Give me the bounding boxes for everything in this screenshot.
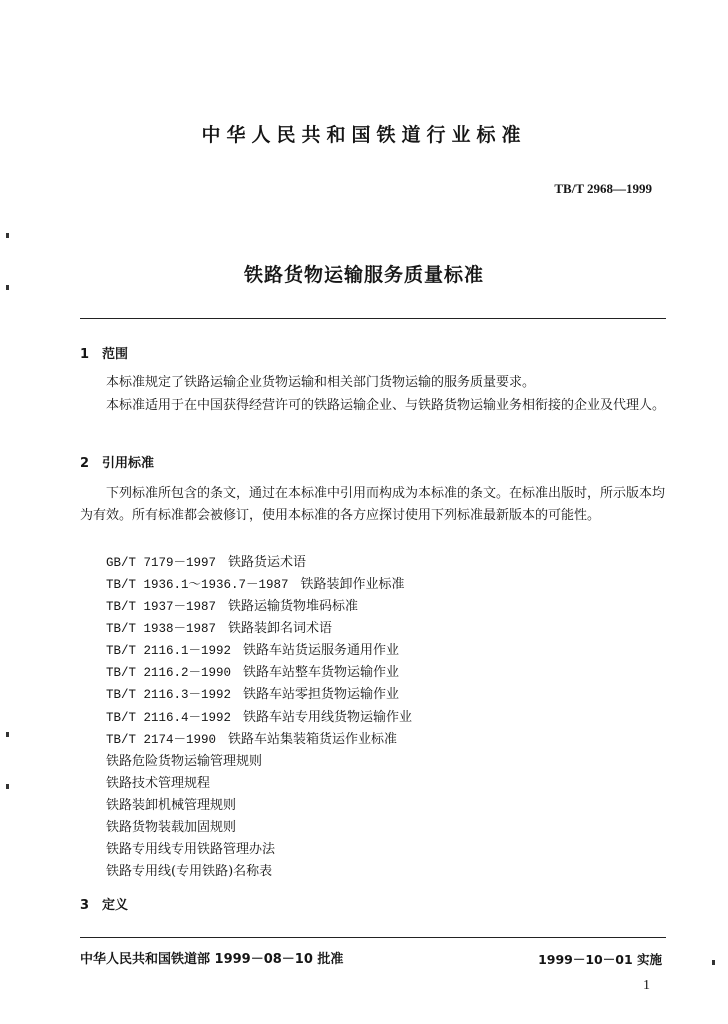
scan-mark xyxy=(6,732,9,737)
reference-item xyxy=(106,728,397,747)
section-1-heading xyxy=(80,343,128,362)
scan-mark xyxy=(6,233,9,238)
reference-code: TB/T 2116.2－1990 xyxy=(106,666,232,680)
reference-item xyxy=(106,683,399,702)
reference-item xyxy=(106,661,399,680)
reference-title: 铁路装卸名词术语 xyxy=(228,621,333,636)
rule-document: 铁路技术管理规程 xyxy=(106,776,211,791)
rule-document: 铁路专用线专用铁路管理办法 xyxy=(106,842,276,857)
scan-mark xyxy=(6,784,9,789)
reference-item xyxy=(106,639,399,658)
section-title: 定义 xyxy=(102,898,129,913)
section-title: 范围 xyxy=(102,347,129,362)
reference-code: TB/T 1937－1987 xyxy=(106,600,217,614)
reference-title: 铁路装卸作业标准 xyxy=(300,577,405,592)
rule-document: 铁路装卸机械管理规则 xyxy=(106,798,237,813)
section-1-paragraph-2: 本标准适用于在中国获得经营许可的铁路运输企业、与铁路货物运输业务相衔接的企业及代理人。 xyxy=(106,398,666,413)
section-title: 引用标准 xyxy=(102,456,155,471)
rule-document: 铁路专用线(专用铁路)名称表 xyxy=(106,864,273,879)
document-title: 铁路货物运输服务质量标准 xyxy=(243,264,484,286)
reference-title: 铁路车站集装箱货运作业标准 xyxy=(228,732,398,747)
reference-title: 铁路车站整车货物运输作业 xyxy=(243,665,400,680)
reference-code: TB/T 2174－1990 xyxy=(106,733,217,747)
reference-item xyxy=(106,551,306,570)
header-title: 中华人民共和国铁道行业标准 xyxy=(201,124,527,146)
rule-document: 铁路货物装载加固规则 xyxy=(106,820,237,835)
reference-title: 铁路车站专用线货物运输作业 xyxy=(243,710,413,725)
reference-item xyxy=(106,595,358,614)
reference-code: TB/T 2116.4－1992 xyxy=(106,711,232,725)
reference-code: TB/T 1938－1987 xyxy=(106,622,217,636)
reference-item xyxy=(106,573,405,592)
rule-document: 铁路危险货物运输管理规则 xyxy=(106,754,263,769)
section-number: 3 xyxy=(80,898,90,913)
top-divider xyxy=(80,318,666,319)
reference-title: 铁路货运术语 xyxy=(228,555,307,570)
section-number: 1 xyxy=(80,347,90,362)
bottom-divider xyxy=(80,937,666,938)
reference-code: TB/T 2116.3－1992 xyxy=(106,688,232,702)
approval-line: 中华人民共和国铁道部 1999－08－10 批准 xyxy=(80,952,344,967)
reference-title: 铁路运输货物堆码标准 xyxy=(228,599,359,614)
standard-number: TB/T 2968—1999 xyxy=(554,181,652,196)
page-number: 1 xyxy=(643,978,650,993)
scan-mark xyxy=(6,285,9,290)
section-2-heading xyxy=(80,452,154,471)
section-1-paragraph-1: 本标准规定了铁路运输企业货物运输和相关部门货物运输的服务质量要求。 xyxy=(106,375,536,390)
reference-code: GB/T 7179－1997 xyxy=(106,556,217,570)
section-2-paragraph-1: 下列标准所包含的条文，通过在本标准中引用而构成为本标准的条文。在标准出版时，所示版本均为有效。所有标准都会被修订，使用本标准的各方应探讨使用下列标准最新版本的可能性。 xyxy=(80,486,666,523)
section-number: 2 xyxy=(80,456,90,471)
reference-code: TB/T 2116.1－1992 xyxy=(106,644,232,658)
reference-code: TB/T 1936.1～1936.7－1987 xyxy=(106,578,289,592)
reference-item xyxy=(106,706,412,725)
effective-date: 1999－10－01 实施 xyxy=(538,952,662,967)
reference-item xyxy=(106,617,332,636)
scan-mark xyxy=(712,960,715,965)
reference-title: 铁路车站零担货物运输作业 xyxy=(243,687,400,702)
reference-title: 铁路车站货运服务通用作业 xyxy=(243,643,400,658)
section-3-heading xyxy=(80,894,128,913)
